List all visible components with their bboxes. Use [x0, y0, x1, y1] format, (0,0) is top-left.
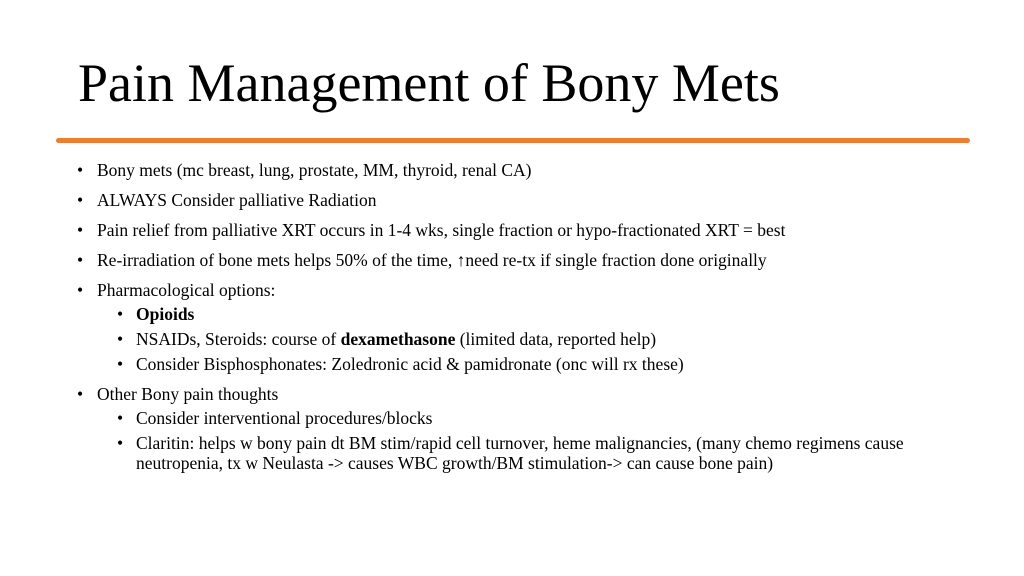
- sub-bullet-text: Consider interventional procedures/blocks: [136, 408, 433, 428]
- bullet-item: [77, 280, 957, 374]
- bullet-item: [77, 250, 957, 270]
- sub-bullet-item: [117, 408, 957, 428]
- bullet-item: [77, 190, 957, 210]
- bullet-icon: •: [117, 408, 124, 428]
- bullet-item: [77, 220, 957, 240]
- sub-bullet-text: Claritin: helps w bony pain dt BM stim/rapid cell turnover, heme malignancies, (many chemo regimens cause neutropenia, tx w Neulasta -> causes WBC growth/BM stimulation-> can cause bone pain): [136, 433, 904, 473]
- bullet-text: Bony mets (mc breast, lung, prostate, MM, thyroid, renal CA): [97, 160, 532, 180]
- sub-bullet-list: [97, 408, 957, 473]
- title-divider: [56, 138, 970, 143]
- bullet-text: Pharmacological options:: [97, 280, 276, 300]
- bullet-text: ALWAYS Consider palliative Radiation: [97, 190, 377, 210]
- bullet-icon: •: [77, 280, 84, 300]
- sub-bullet-text: Consider Bisphosphonates: Zoledronic acid & pamidronate (onc will rx these): [136, 354, 684, 374]
- sub-bullet-item: [117, 304, 957, 324]
- sub-bullet-text: NSAIDs, Steroids: course of: [136, 329, 341, 349]
- sub-bullet-bold-text: Opioids: [136, 304, 195, 324]
- bullet-icon: •: [77, 384, 84, 404]
- slide-body: [77, 160, 957, 483]
- bullet-icon: •: [117, 304, 124, 324]
- bullet-icon: •: [77, 220, 84, 240]
- bullet-icon: •: [77, 250, 84, 270]
- bullet-icon: •: [117, 354, 124, 374]
- bullet-text: Other Bony pain thoughts: [97, 384, 279, 404]
- sub-bullet-bold-text: dexamethasone: [340, 329, 456, 349]
- sub-bullet-text: (limited data, reported help): [455, 329, 657, 349]
- bullet-icon: •: [77, 160, 84, 180]
- bullet-text: Re-irradiation of bone mets helps 50% of the time, ↑need re-tx if single fraction done originally: [97, 250, 767, 270]
- bullet-icon: •: [117, 329, 124, 349]
- bullet-list: [77, 160, 957, 473]
- bullet-icon: •: [117, 433, 124, 453]
- bullet-item: [77, 384, 957, 473]
- bullet-icon: •: [77, 190, 84, 210]
- slide-title: Pain Management of Bony Mets: [78, 53, 780, 113]
- sub-bullet-item: [117, 433, 957, 473]
- bullet-item: [77, 160, 957, 180]
- sub-bullet-item: [117, 329, 957, 349]
- bullet-text: Pain relief from palliative XRT occurs in 1-4 wks, single fraction or hypo-fractionated XRT = best: [97, 220, 786, 240]
- sub-bullet-list: [97, 304, 957, 374]
- sub-bullet-item: [117, 354, 957, 374]
